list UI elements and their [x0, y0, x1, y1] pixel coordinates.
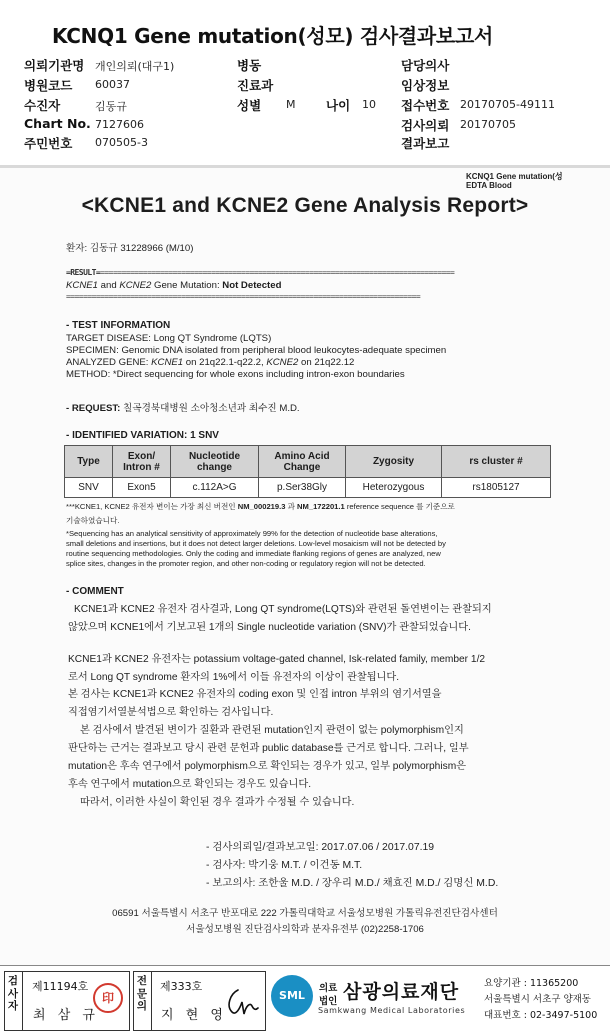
info-label-result-report: 결과보고	[401, 136, 450, 151]
patient-value: 김동규 31228966 (M/10)	[89, 243, 194, 254]
cell-rs-cluster: rs1805127	[442, 478, 551, 498]
org-name-korean: 삼광의료재단	[343, 981, 460, 1003]
comment-p3-line-2: 판단하는 근거는 결과보고 당시 관련 문헌과 public database를 근거로 합니다. 그러나, 일부	[68, 743, 469, 754]
sml-logo-icon: SML	[271, 975, 313, 1017]
comment-heading: - COMMENT	[66, 586, 124, 597]
examiner-name: 최 삼 규	[33, 1008, 99, 1023]
comment-p2-line-1: KCNE1과 KCNE2 유전자는 potassium voltage-gated channel, Isk-related family, member 1/2	[68, 654, 486, 665]
footnote-part-a: ***KCNE1, KCNE2 유전자 변이는 가장 최신 버전인	[66, 502, 238, 511]
analysis-report-title: <KCNE1 and KCNE2 Gene Analysis Report>	[81, 194, 529, 217]
sensitivity-line-2: small deletions and insertions, but it does not detect larger deletions. Low-level mosaicism will not be detected by	[66, 539, 446, 548]
examiner-seal-icon: 印	[93, 983, 123, 1013]
th-rs-cluster: rs cluster #	[442, 446, 551, 478]
footnote-part-c: 과	[285, 502, 298, 511]
specialist-label: 전문의	[136, 975, 148, 1012]
th-exon-intron: Exon/ Intron #	[113, 446, 171, 478]
org-name-english: Samkwang Medical Laboratories	[318, 1006, 466, 1015]
result-divider-top	[66, 268, 538, 277]
table-row	[65, 478, 551, 498]
reference-footnote	[66, 502, 455, 512]
specialist-license-no: 제333호	[160, 980, 203, 993]
info-label-age: 나이	[326, 98, 351, 113]
analyzed-gene-kcne2: KCNE2	[266, 357, 299, 368]
examiners: - 검사자: 박기웅 M.T. / 이건동 M.T.	[206, 860, 363, 871]
info-value-requester: 개인의뢰(대구1)	[95, 60, 175, 73]
request-report-dates: - 검사의뢰일/결과보고일: 2017.07.06 / 2017.07.19	[206, 842, 435, 853]
scanned-report	[0, 168, 610, 965]
info-label-hospital-code: 병원코드	[24, 78, 73, 93]
info-value-patient: 김동규	[95, 100, 127, 113]
sensitivity-line-4: splice sites, changes in the promoter region, and other non-coding or regulatory region will not be detected.	[66, 559, 426, 568]
footnote-part-e: reference sequence 를 기준으로	[344, 502, 455, 511]
org-tag-line-1: 의료	[319, 983, 338, 994]
analyzed-gene-kcne1: KCNE1	[151, 357, 184, 368]
comment-p3-line-3: mutation은 후속 연구에서 polymorphism으로 확인되는 경우가 있고, 일부 polymorphism은	[68, 761, 467, 772]
result-and: and	[98, 280, 120, 291]
report-header-title: KCNQ1 Gene mutation(성모) 검사결과보고서	[52, 24, 493, 48]
result-text: Gene Mutation:	[151, 280, 223, 291]
method: METHOD: *Direct sequencing for whole exons including intron-exon boundaries	[66, 369, 405, 380]
analyzed-gene	[66, 357, 354, 368]
info-label-patient: 수진자	[24, 98, 61, 113]
info-value-chart-no: 7127606	[95, 118, 144, 131]
cell-type: SNV	[65, 478, 113, 498]
footnote-nm-172201: NM_172201.1	[297, 502, 345, 511]
analyzed-gene-end: on 21q22.12	[298, 357, 355, 368]
footnote-nm-000219: NM_000219.3	[237, 502, 286, 511]
info-label-doctor: 담당의사	[401, 58, 450, 73]
th-type: Type	[65, 446, 113, 478]
analyzed-gene-mid: on 21q22.1-q22.2,	[183, 357, 267, 368]
request-value: 칠곡경북대병원 소아청소년과 최수진 M.D.	[123, 403, 300, 414]
specialist-name: 지 현 영	[161, 1008, 227, 1023]
info-value-hospital-code: 60037	[95, 78, 130, 91]
result-value: Not Detected	[222, 280, 282, 291]
examiner-divider	[22, 971, 23, 1031]
comment-p1-line-2: 않았으며 KCNE1에서 기보고된 1개의 Single nucleotide variation (SNV)가 관찰되었습니다.	[68, 622, 471, 633]
cell-zygosity: Heterozygous	[346, 478, 442, 498]
comment-p2-line-2: 로서 Long QT syndrome 환자의 1%에서 이들 유전자의 이상이 관찰됩니다.	[68, 672, 400, 683]
specialist-signature-icon	[222, 984, 262, 1020]
specimen: SPECIMEN: Genomic DNA isolated from peripheral blood leukocytes-adequate specimen	[66, 345, 447, 356]
org-institution-code: 요양기관 : 11365200	[484, 978, 579, 989]
request-line	[66, 400, 300, 414]
reference-footnote-cont: 기술하였습니다.	[66, 516, 120, 525]
result-line	[66, 280, 281, 291]
cell-nucleotide: c.112A>G	[171, 478, 259, 498]
result-divider-bottom	[66, 292, 538, 301]
comment-p3-line-5: 따라서, 이러한 사실이 확인된 경우 결과가 수정될 수 있습니다.	[80, 797, 355, 808]
result-gene-kcne1: KCNE1	[66, 280, 98, 291]
department-contact: 서울성모병원 진단검사의학과 분자유전부 (02)2258-1706	[186, 924, 424, 935]
info-label-chart-no: Chart No.	[24, 116, 91, 131]
info-label-requester: 의뢰기관명	[24, 58, 85, 73]
info-value-sex: M	[286, 98, 296, 111]
corner-test-name: KCNQ1 Gene mutation(성	[466, 172, 563, 181]
th-zygosity: Zygosity	[346, 446, 442, 478]
cell-amino-acid: p.Ser38Gly	[259, 478, 346, 498]
th-amino-acid-change: Amino Acid Change	[259, 446, 346, 478]
center-address: 06591 서울특별시 서초구 반포대로 222 가톨릭대학교 서울성모병원 가톨릭유전진단검사센터	[112, 908, 498, 919]
org-address: 서울특별시 서초구 양재동	[484, 994, 591, 1005]
signature-footer	[0, 965, 610, 1034]
eq-fill-bottom: ===================================================================================	[66, 292, 421, 301]
comment-p1-line-1: KCNE1과 KCNE2 유전자 검사결과, Long QT syndrome(LQTS)와 관련된 돌연변이는 관찰되지	[74, 604, 492, 615]
result-heading: =RESULT=	[66, 268, 101, 277]
sensitivity-line-1: *Sequencing has an analytical sensitivity of approximately 99% for the detection of nucleotide base alterations,	[66, 529, 438, 538]
reporting-physicians: - 보고의사: 조한울 M.D. / 장우리 M.D./ 채효진 M.D./ 김명신 M.D.	[206, 878, 499, 889]
test-info-heading: - TEST INFORMATION	[66, 320, 171, 331]
table-header-row	[65, 446, 551, 478]
patient-line	[66, 240, 193, 254]
comment-p2-line-3: 본 검사는 KCNE1과 KCNE2 유전자의 coding exon 및 인접 intron 부위의 염기서열을	[68, 689, 442, 700]
info-label-resident-no: 주민번호	[24, 136, 73, 151]
eq-fill-top: ===================================================================================	[100, 268, 455, 277]
result-gene-kcne2: KCNE2	[119, 280, 152, 291]
request-heading: - REQUEST:	[66, 403, 121, 414]
info-value-resident-no: 070505-3	[95, 136, 148, 149]
th-nucleotide-change: Nucleotide change	[171, 446, 259, 478]
specialist-divider	[151, 971, 152, 1031]
info-value-accession-no: 20170705-49111	[460, 98, 555, 111]
info-value-age: 10	[362, 98, 376, 111]
info-value-request-date: 20170705	[460, 118, 516, 131]
variation-table	[64, 445, 551, 498]
target-disease: TARGET DISEASE: Long QT Syndrome (LQTS)	[66, 333, 272, 344]
info-label-ward: 병동	[237, 58, 262, 73]
comment-p3-line-4: 후속 연구에서 mutation으로 확인되는 경우도 있습니다.	[68, 779, 312, 790]
cell-exon: Exon5	[113, 478, 171, 498]
comment-p3-line-1: 본 검사에서 발견된 변이가 질환과 관련된 mutation인지 관련이 없는 polymorphism인지	[80, 725, 464, 736]
info-label-request-date: 검사의뢰	[401, 118, 450, 133]
info-label-accession-no: 접수번호	[401, 98, 450, 113]
info-label-department: 진료과	[237, 78, 274, 93]
info-label-clinical-info: 임상정보	[401, 78, 450, 93]
corner-specimen: EDTA Blood	[466, 181, 512, 190]
analyzed-gene-label: ANALYZED GENE:	[66, 357, 152, 368]
patient-label: 환자:	[66, 243, 88, 254]
comment-p2-line-4: 직접염기서열분석법으로 확인하는 검사입니다.	[68, 707, 274, 718]
org-phone: 대표번호 : 02-3497-5100	[484, 1010, 598, 1021]
org-tag-line-2: 법인	[319, 996, 338, 1007]
info-label-sex: 성별	[237, 98, 262, 113]
examiner-license-no: 제11194호	[32, 980, 89, 993]
sensitivity-line-3: routine sequencing methodologies. Only the coding and immediate flanking regions of genes are analyzed, new	[66, 549, 441, 558]
variation-heading: - IDENTIFIED VARIATION: 1 SNV	[66, 430, 219, 441]
examiner-label: 검사자	[7, 975, 19, 1012]
